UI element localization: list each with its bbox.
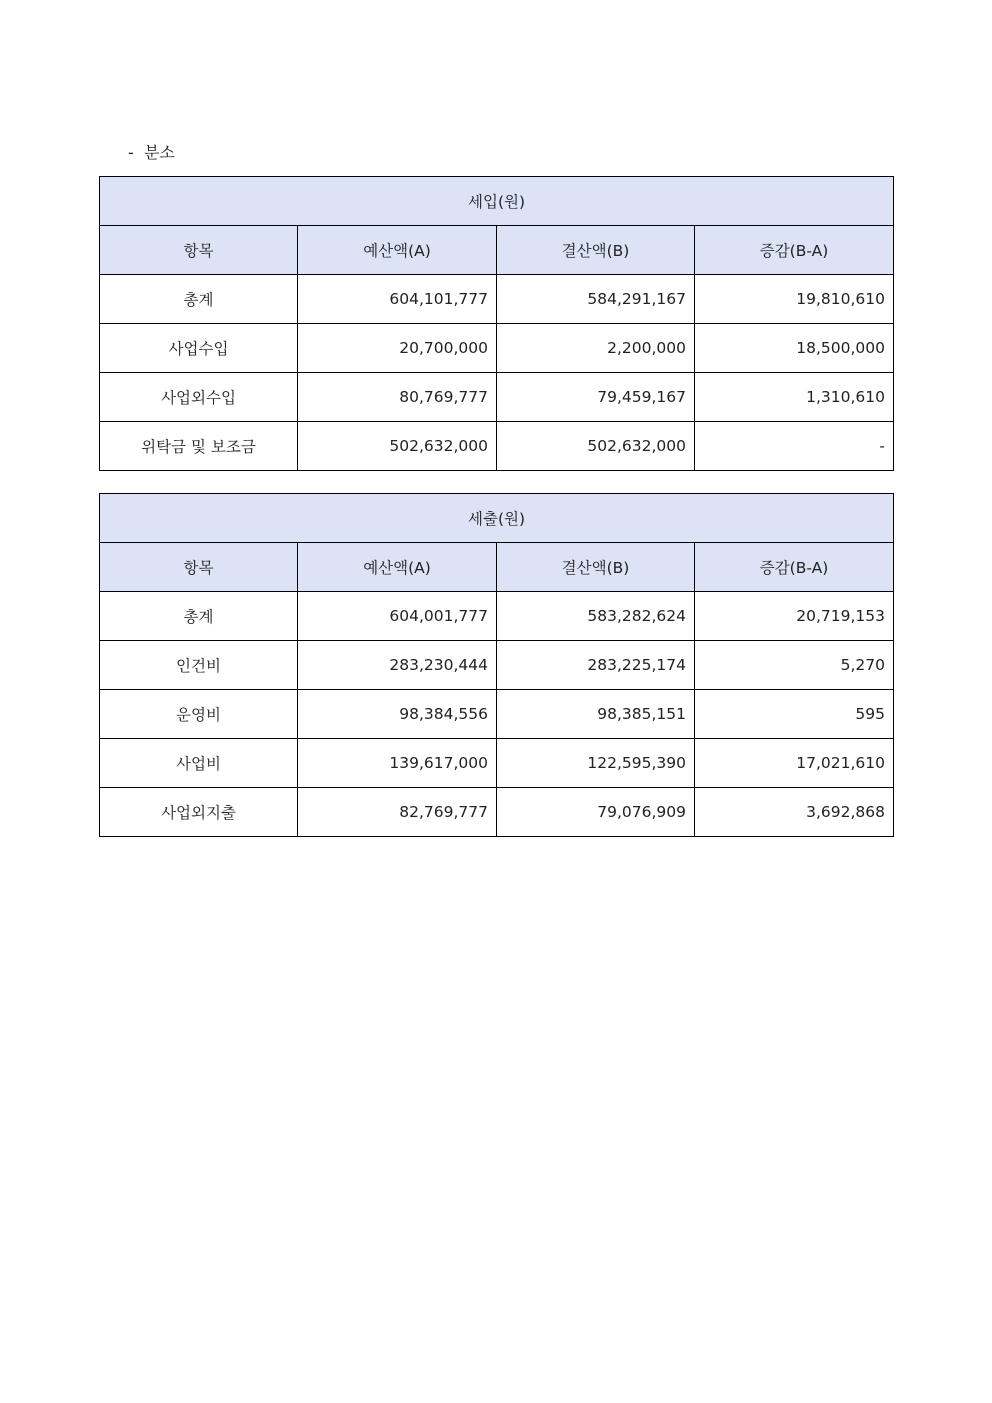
row-label: 사업수입	[100, 324, 298, 373]
row-label: 인건비	[100, 641, 298, 690]
row-label: 사업외수입	[100, 373, 298, 422]
income-header-row	[100, 226, 894, 275]
difference-value: 20,719,153	[695, 592, 894, 641]
budget-value: 604,001,777	[298, 592, 497, 641]
income-header-budget: 예산액(A)	[298, 226, 497, 275]
settlement-value: 583,282,624	[497, 592, 695, 641]
settlement-value: 2,200,000	[497, 324, 695, 373]
budget-value: 283,230,444	[298, 641, 497, 690]
table-row	[100, 373, 894, 422]
table-row	[100, 324, 894, 373]
income-table	[99, 176, 894, 471]
row-label: 총계	[100, 592, 298, 641]
expense-header-budget: 예산액(A)	[298, 543, 497, 592]
table-row	[100, 275, 894, 324]
settlement-value: 98,385,151	[497, 690, 695, 739]
row-label: 위탁금 및 보조금	[100, 422, 298, 471]
expense-table	[99, 493, 894, 837]
difference-value: -	[695, 422, 894, 471]
settlement-value: 584,291,167	[497, 275, 695, 324]
income-title-row	[100, 177, 894, 226]
difference-value: 17,021,610	[695, 739, 894, 788]
expense-title-row	[100, 494, 894, 543]
difference-value: 18,500,000	[695, 324, 894, 373]
income-header-settlement: 결산액(B)	[497, 226, 695, 275]
table-row	[100, 788, 894, 837]
settlement-value: 283,225,174	[497, 641, 695, 690]
expense-header-row	[100, 543, 894, 592]
expense-header-item: 항목	[100, 543, 298, 592]
row-label: 총계	[100, 275, 298, 324]
income-header-item: 항목	[100, 226, 298, 275]
budget-value: 98,384,556	[298, 690, 497, 739]
table-row	[100, 739, 894, 788]
budget-value: 20,700,000	[298, 324, 497, 373]
budget-value: 502,632,000	[298, 422, 497, 471]
budget-value: 82,769,777	[298, 788, 497, 837]
section-heading: - 분소	[128, 143, 175, 162]
budget-value: 139,617,000	[298, 739, 497, 788]
budget-value: 604,101,777	[298, 275, 497, 324]
row-label: 사업외지출	[100, 788, 298, 837]
row-label: 운영비	[100, 690, 298, 739]
table-row	[100, 592, 894, 641]
income-header-difference: 증감(B-A)	[695, 226, 894, 275]
table-row	[100, 422, 894, 471]
difference-value: 5,270	[695, 641, 894, 690]
income-table-title: 세입(원)	[100, 177, 894, 226]
settlement-value: 122,595,390	[497, 739, 695, 788]
expense-header-settlement: 결산액(B)	[497, 543, 695, 592]
budget-value: 80,769,777	[298, 373, 497, 422]
settlement-value: 79,459,167	[497, 373, 695, 422]
table-row	[100, 690, 894, 739]
difference-value: 3,692,868	[695, 788, 894, 837]
difference-value: 19,810,610	[695, 275, 894, 324]
difference-value: 1,310,610	[695, 373, 894, 422]
difference-value: 595	[695, 690, 894, 739]
table-row	[100, 641, 894, 690]
expense-table-title: 세출(원)	[100, 494, 894, 543]
settlement-value: 79,076,909	[497, 788, 695, 837]
expense-header-difference: 증감(B-A)	[695, 543, 894, 592]
row-label: 사업비	[100, 739, 298, 788]
settlement-value: 502,632,000	[497, 422, 695, 471]
